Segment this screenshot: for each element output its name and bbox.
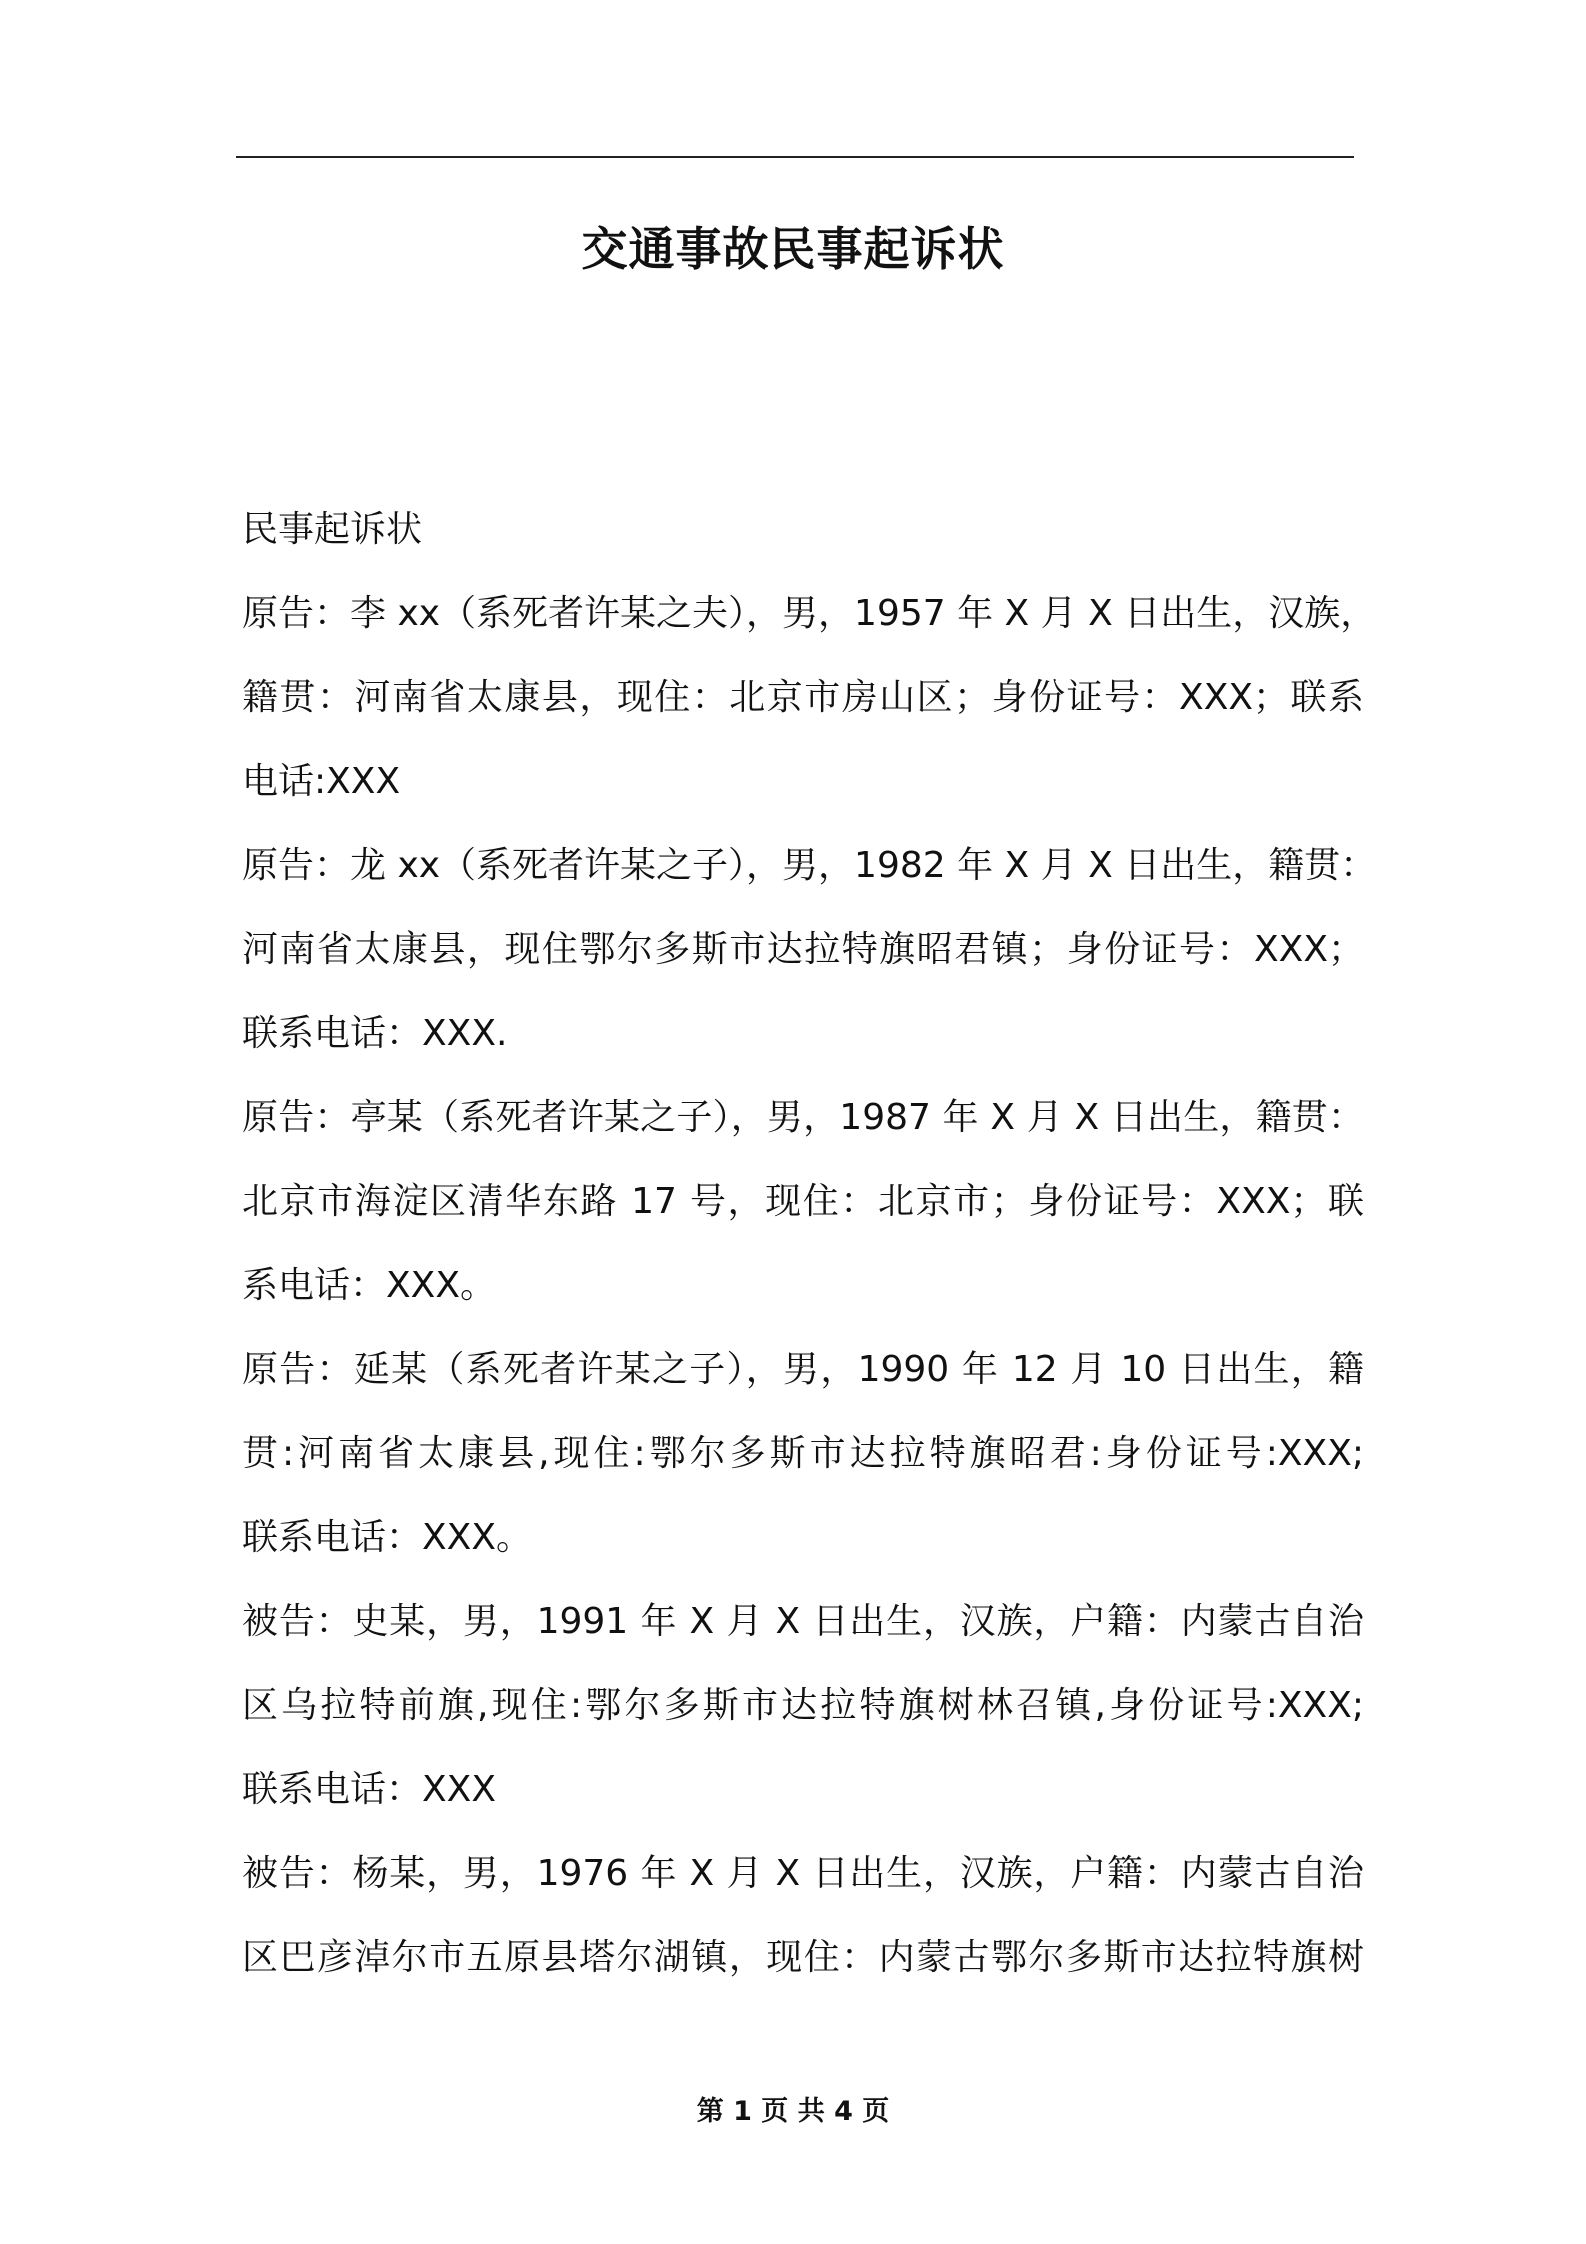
- paragraph-line: 系电话：XXX。: [242, 1265, 496, 1306]
- paragraph-line: 北京市海淀区清华东路 17 号，现住：北京市；身份证号：XXX；联: [242, 1181, 1364, 1222]
- paragraph-line: 原告：亭某（系死者许某之子），男，1987 年 X 月 X 日出生，籍贯：: [242, 1097, 1364, 1138]
- paragraph-line: 区巴彦淖尔市五原县塔尔湖镇，现住：内蒙古鄂尔多斯市达拉特旗树: [242, 1937, 1364, 1978]
- plaintiff-paragraph-3: [242, 1076, 1364, 1328]
- paragraph-line: 联系电话：XXX: [242, 1769, 496, 1810]
- plaintiff-paragraph-4: [242, 1328, 1364, 1580]
- page-number-footer: 第 1 页 共 4 页: [696, 2096, 890, 2127]
- paragraph-line: 原告：延某（系死者许某之子），男，1990 年 12 月 10 日出生，籍: [242, 1349, 1364, 1390]
- paragraph-line: 区乌拉特前旗,现住:鄂尔多斯市达拉特旗树林召镇,身份证号:XXX;: [242, 1685, 1364, 1726]
- defendant-paragraph-1: [242, 1580, 1364, 1832]
- paragraph-line: 被告：史某，男，1991 年 X 月 X 日出生，汉族，户籍：内蒙古自治: [242, 1601, 1364, 1642]
- paragraph-line: 联系电话：XXX。: [242, 1517, 532, 1558]
- paragraph-line: 被告：杨某，男，1976 年 X 月 X 日出生，汉族，户籍：内蒙古自治: [242, 1853, 1364, 1894]
- header-rule: [236, 156, 1354, 158]
- paragraph-line: 电话:XXX: [242, 761, 401, 802]
- paragraph-line: 籍贯：河南省太康县，现住：北京市房山区；身份证号：XXX；联系: [242, 677, 1364, 718]
- paragraph-line: 原告：龙 xx（系死者许某之子），男，1982 年 X 月 X 日出生，籍贯：: [242, 845, 1377, 886]
- document-title: 交通事故民事起诉状: [581, 222, 1005, 276]
- paragraph-line: 原告：李 xx（系死者许某之夫），男，1957 年 X 月 X 日出生，汉族，: [242, 593, 1377, 634]
- document-body: [242, 488, 1377, 2000]
- paragraph-line: 河南省太康县，现住鄂尔多斯市达拉特旗昭君镇；身份证号：XXX；: [242, 929, 1364, 970]
- paragraph-line: 联系电话：XXX.: [242, 1013, 508, 1054]
- paragraph-line: 贯:河南省太康县,现住:鄂尔多斯市达拉特旗昭君:身份证号:XXX;: [242, 1433, 1364, 1474]
- plaintiff-paragraph-2: [242, 824, 1377, 1076]
- defendant-paragraph-2: [242, 1832, 1364, 2000]
- section-heading: 民事起诉状: [242, 509, 423, 550]
- plaintiff-paragraph-1: [242, 572, 1377, 824]
